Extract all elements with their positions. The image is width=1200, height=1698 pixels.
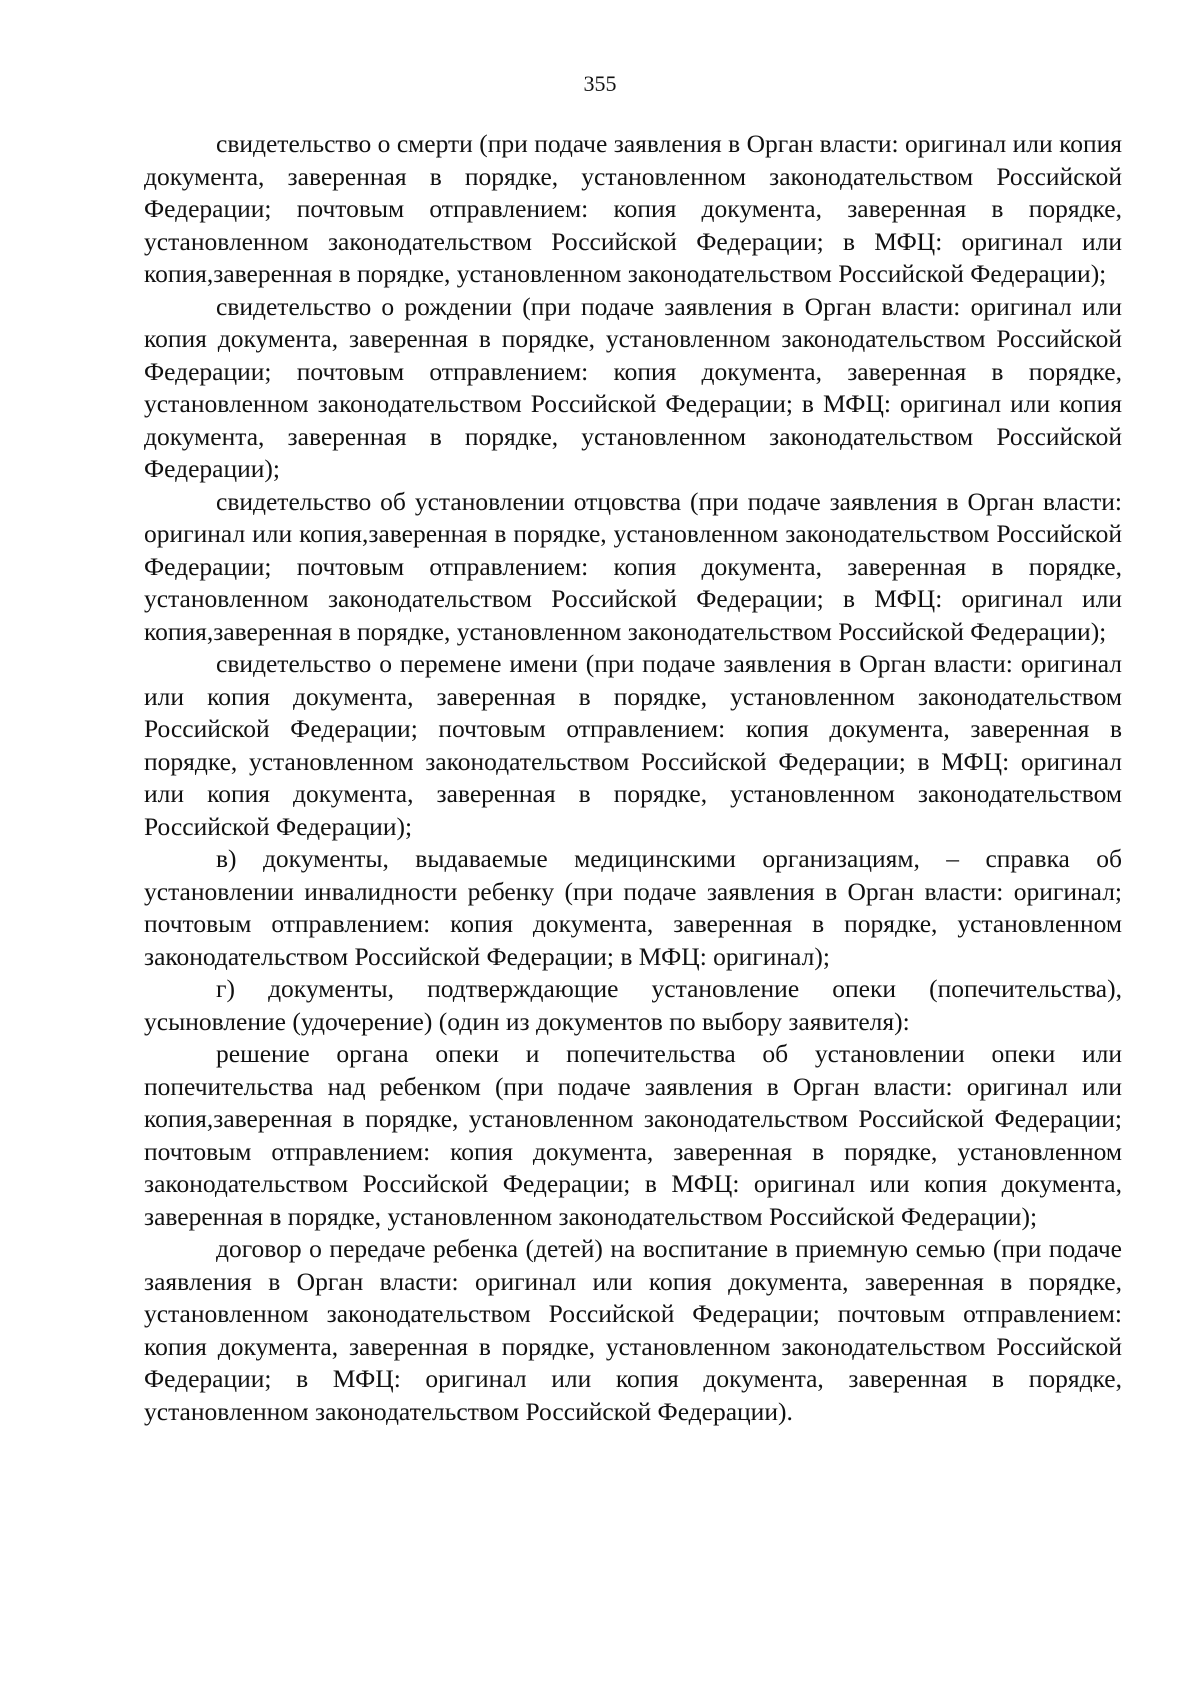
paragraph-foster-family-agreement: договор о передаче ребенка (детей) на воспитание в приемную семью (при подаче заявления в Орган власти: оригинал или копия документа, заверенная в порядке, установленном законодательством Российской Федерации; почтовым отправлением: копия документа, заверенная в порядке, установленном законодательством Российской Федерации; в МФЦ: оригинал или копия документа, заверенная в порядке, установленном законодательством Российской Федерации). [144, 1234, 1122, 1426]
paragraph-paternity-certificate: свидетельство об установлении отцовства (при подаче заявления в Орган власти: оригинал или копия,заверенная в порядке, установленном законодательством Российской Федерации; почтовым отправлением: копия документа, заверенная в порядке, установленном законодательством Российской Федерации; в МФЦ: оригинал или копия,заверенная в порядке, установленном законодательством Российской Федерации); [144, 486, 1122, 646]
page-number: 355 [583, 71, 617, 96]
paragraph-guardianship-documents: г) документы, подтверждающие установление опеки (попечительства), усыновление (удочерение) (один из документов по выбору заявителя): [144, 974, 1122, 1036]
paragraph-guardianship-decision: решение органа опеки и попечительства об установлении опеки или попечительства над ребенком (при подаче заявления в Орган власти: оригинал или копия,заверенная в порядке, установленном законодательством Российской Федерации; почтовым отправлением: копия документа, заверенная в порядке, установленном законодательством Российской Федерации; в МФЦ: оригинал или копия документа, заверенная в порядке, установленном законодательством Российской Федерации); [144, 1039, 1122, 1231]
paragraph-death-certificate: свидетельство о смерти (при подаче заявления в Орган власти: оригинал или копия документа, заверенная в порядке, установленном законодательством Российской Федерации; почтовым отправлением: копия документа, заверенная в порядке, установленном законодательством Российской Федерации; в МФЦ: оригинал или копия,заверенная в порядке, установленном законодательством Российской Федерации); [144, 129, 1122, 288]
paragraph-birth-certificate: свидетельство о рождении (при подаче заявления в Орган власти: оригинал или копия документа, заверенная в порядке, установленном законодательством Российской Федерации; почтовым отправлением: копия документа, заверенная в порядке, установленном законодательством Российской Федерации; в МФЦ: оригинал или копия документа, заверенная в порядке, установленном законодательством Российской Федерации); [144, 291, 1122, 483]
document-body [144, 128, 1122, 1428]
paragraph-disability-certificate: в) документы, выдаваемые медицинскими организациям, – справка об установлении инвалидности ребенку (при подаче заявления в Орган власти: оригинал; почтовым отправлением: копия документа, заверенная в порядке, установленном законодательством Российской Федерации; в МФЦ: оригинал); [144, 844, 1122, 971]
paragraph-name-change-certificate: свидетельство о перемене имени (при подаче заявления в Орган власти: оригинал или копия документа, заверенная в порядке, установленном законодательством Российской Федерации; почтовым отправлением: копия документа, заверенная в порядке, установленном законодательством Российской Федерации; в МФЦ: оригинал или копия документа, заверенная в порядке, установленном законодательством Российской Федерации); [144, 649, 1122, 841]
